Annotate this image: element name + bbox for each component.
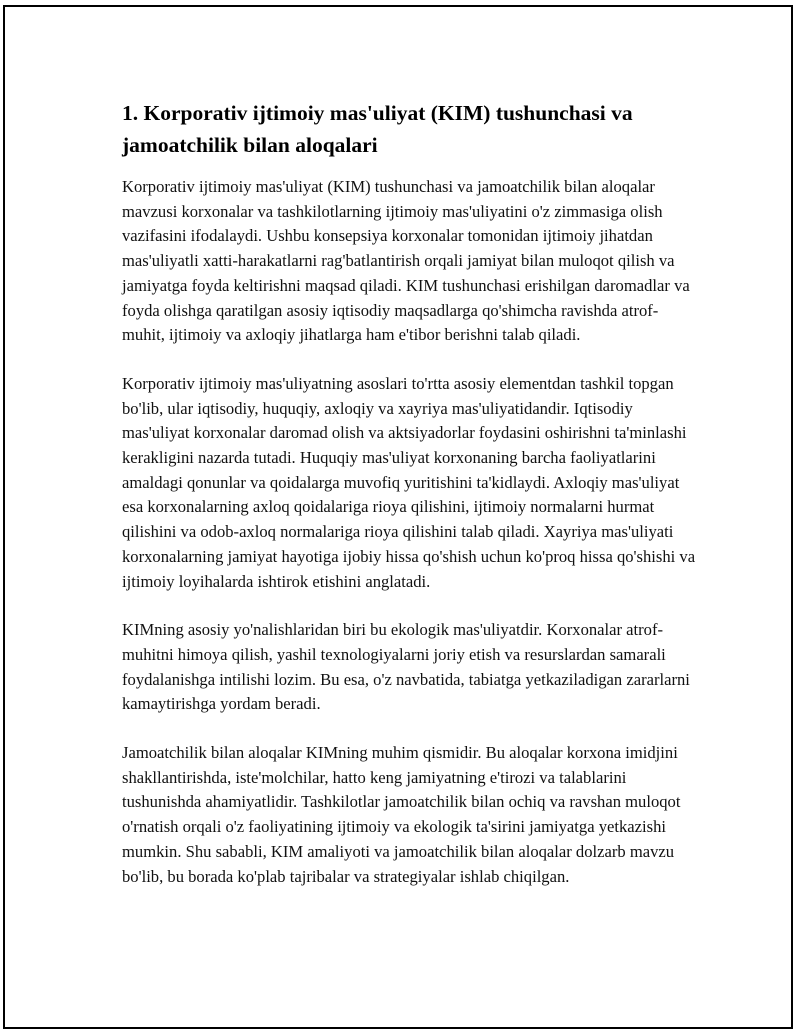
section-heading: 1. Korporativ ijtimoiy mas'uliyat (KIM) tushunchasi va jamoatchilik bilan aloqalari bbox=[122, 101, 633, 157]
page-frame bbox=[3, 5, 793, 1029]
document-body bbox=[122, 97, 697, 913]
paragraph-public-relations: Jamoatchilik bilan aloqalar KIMning muhim qismidir. Bu aloqalar korxona imidjini shakllantirishda, iste'molchilar, hatto keng jamiyatning e'tirozi va talablarini tushunishda ahamiyatlidir. Tashkilotlar jamoatchilik bilan ochiq va ravshan muloqot o'rnatish orqali o'z faoliyatining ijtimoiy va ekologik ta'sirini jamiyatga yetkazishi mumkin. Shu sababli, KIM amaliyoti va jamoatchilik bilan aloqalar dolzarb mavzu bo'lib, bu borada ko'plab tajribalar va strategiyalar ishlab chiqilgan. bbox=[122, 743, 681, 886]
paragraph-definition: Korporativ ijtimoiy mas'uliyat (KIM) tushunchasi va jamoatchilik bilan aloqalar mavzusi korxonalar va tashkilotlarning ijtimoiy mas'uliyatini o'z zimmasiga olish vazifasini ifodalaydi. Ushbu konsepsiya korxonalar tomonidan ijtimoiy jihatdan mas'uliyatli xatti-harakatlarni rag'batlantirish orqali jamiyat bilan muloqot qilish va jamiyatga foyda keltirishni maqsad qiladi. KIM tushunchasi erishilgan daromadlar va foyda olishga qaratilgan asosiy iqtisodiy maqsadlarga qo'shimcha ravishda atrof-muhit, ijtimoiy va axloqiy jihatlarga ham e'tibor berishni talab qiladi. bbox=[122, 177, 690, 345]
paragraph-four-elements: Korporativ ijtimoiy mas'uliyatning asoslari to'rtta asosiy elementdan tashkil topgan bo'lib, ular iqtisodiy, huquqiy, axloqiy va xayriya mas'uliyatidandir. Iqtisodiy mas'uliyat korxonalar daromad olish va aktsiyadorlar foydasini oshirishni ta'minlashi kerakligini nazarda tutadi. Huquqiy mas'uliyat korxonaning barcha faoliyatlarini amaldagi qonunlar va qoidalarga muvofiq yuritishini ta'kidlaydi. Axloqiy mas'uliyat esa korxonalarning axloq qoidalariga rioya qilishini, ijtimoiy normalarni hurmat qilishini va odob-axloq normalariga rioya qilishini talab qiladi. Xayriya mas'uliyati korxonalarning jamiyat hayotiga ijobiy hissa qo'shish uchun ko'proq hissa qo'shishi va ijtimoiy loyihalarda ishtirok etishini anglatadi. bbox=[122, 373, 696, 591]
paragraph-ecology: KIMning asosiy yo'nalishlaridan biri bu ekologik mas'uliyatdir. Korxonalar atrof-muhitni himoya qilish, yashil texnologiyalarni joriy etish va resurslardan samarali foydalanishga intilishi lozim. Bu esa, o'z navbatida, tabiatga yetkaziladigan zararlarni kamaytirishga yordam beradi. bbox=[122, 620, 690, 714]
